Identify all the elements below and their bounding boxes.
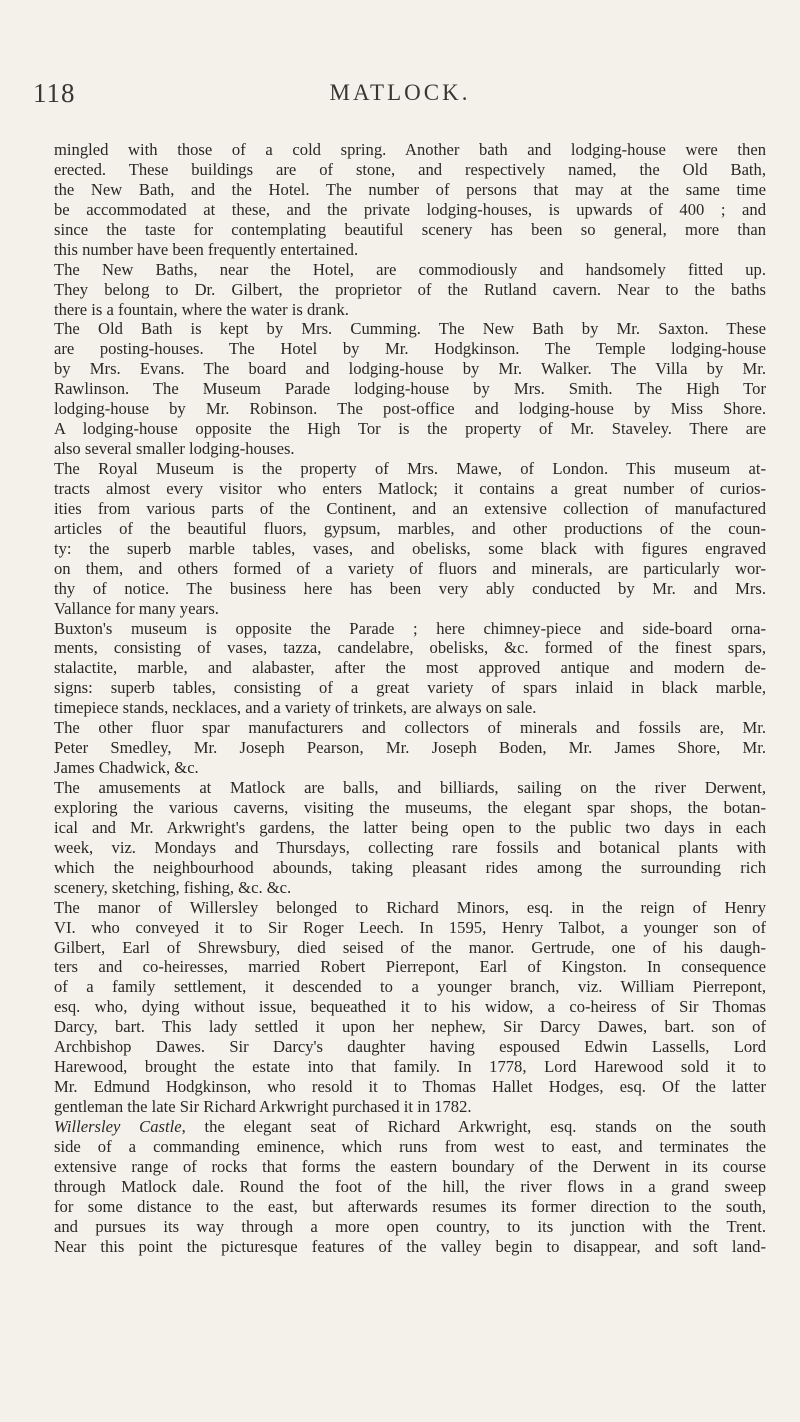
text-line: Darcy, bart. This lady settled it upon her nephew, Sir Darcy Dawes, bart. son of xyxy=(54,1017,766,1037)
text-line: there is a fountain, where the water is drank. xyxy=(54,299,349,319)
text-line: Archbishop Dawes. Sir Darcy's daughter having espoused Edwin Lassells, Lord xyxy=(54,1037,766,1057)
text-line: James Chadwick, &c. xyxy=(54,758,199,778)
text-line: scenery, sketching, fishing, &c. &c. xyxy=(54,877,292,897)
text-line: stalactite, marble, and alabaster, after the most approved antique and modern de- xyxy=(54,658,766,678)
text-line: The Old Bath is kept by Mrs. Cumming. The New Bath by Mr. Saxton. These xyxy=(54,319,766,339)
text-line: on them, and others formed of a variety of fluors and minerals, are particularly wor- xyxy=(54,558,766,578)
text-line: through Matlock dale. Round the foot of the hill, the river flows in a grand sweep xyxy=(54,1176,766,1196)
text-line: this number have been frequently entertained. xyxy=(54,239,359,259)
text-line: mingled with those of a cold spring. Another bath and lodging-house were then xyxy=(54,140,766,159)
text-line: ments, consisting of vases, tazza, candelabre, obelisks, &c. formed of the finest spars, xyxy=(54,638,766,658)
text-line: erected. These buildings are of stone, and respectively named, the Old Bath, xyxy=(54,159,766,179)
text-line: which the neighbourhood abounds, taking pleasant rides among the surrounding rich xyxy=(54,857,766,877)
text-line: timepiece stands, necklaces, and a variety of trinkets, are always on sale. xyxy=(54,698,537,718)
body-text xyxy=(54,140,766,1257)
text-line: the New Bath, and the Hotel. The number of persons that may at the same time xyxy=(54,179,766,199)
text-line: Gilbert, Earl of Shrewsbury, died seised of the manor. Gertrude, one of his daugh- xyxy=(54,937,766,957)
text-line: Harewood, brought the estate into that family. In 1778, Lord Harewood sold it to xyxy=(54,1057,766,1077)
text-line: ical and Mr. Arkwright's gardens, the latter being open to the public two days in each xyxy=(54,817,766,837)
text-line: by Mrs. Evans. The board and lodging-house by Mr. Walker. The Villa by Mr. xyxy=(54,359,766,379)
text-line: esq. who, dying without issue, bequeathed it to his widow, a co-heiress of Sir Thomas xyxy=(54,997,766,1017)
text-line: also several smaller lodging-houses. xyxy=(54,439,295,459)
text-line: since the taste for contemplating beautiful scenery has been so general, more than xyxy=(54,219,766,239)
text-line: ters and co-heiresses, married Robert Pierrepont, Earl of Kingston. In consequence xyxy=(54,957,766,977)
text-line: Peter Smedley, Mr. Joseph Pearson, Mr. Joseph Boden, Mr. James Shore, Mr. xyxy=(54,738,766,758)
text-line: tracts almost every visitor who enters Matlock; it contains a great number of curios- xyxy=(54,478,766,498)
text-line: exploring the various caverns, visiting the museums, the elegant spar shops, the botan- xyxy=(54,797,766,817)
running-head: MATLOCK. xyxy=(329,80,471,105)
page-number: 118 xyxy=(33,78,76,108)
text-line: articles of the beautiful fluors, gypsum, marbles, and other productions of the coun- xyxy=(54,518,766,538)
text-line: They belong to Dr. Gilbert, the proprietor of the Rutland cavern. Near to the baths xyxy=(54,279,766,299)
text-line: Willersley Castle, the elegant seat of Richard Arkwright, esq. stands on the south xyxy=(54,1116,766,1136)
text-line: A lodging-house opposite the High Tor is the property of Mr. Staveley. There are xyxy=(54,419,766,439)
text-line: week, viz. Mondays and Thursdays, collecting rare fossils and botanical plants with xyxy=(54,837,766,857)
text-line: Mr. Edmund Hodgkinson, who resold it to Thomas Hallet Hodges, esq. Of the latter xyxy=(54,1077,766,1097)
text-line: The New Baths, near the Hotel, are commodiously and handsomely fitted up. xyxy=(54,259,766,279)
text-line: side of a commanding eminence, which runs from west to east, and terminates the xyxy=(54,1136,766,1156)
text-line: gentleman the late Sir Richard Arkwright purchased it in 1782. xyxy=(54,1097,472,1116)
text-line: Vallance for many years. xyxy=(54,598,219,618)
text-line: extensive range of rocks that forms the eastern boundary of the Derwent in its course xyxy=(54,1156,766,1176)
text-line: Rawlinson. The Museum Parade lodging-house by Mrs. Smith. The High Tor xyxy=(54,379,766,399)
text-line: ities from various parts of the Continent, and an extensive collection of manufactured xyxy=(54,498,766,518)
text-line: The amusements at Matlock are balls, and billiards, sailing on the river Derwent, xyxy=(54,778,766,797)
text-line: are posting-houses. The Hotel by Mr. Hodgkinson. The Temple lodging-house xyxy=(54,339,766,359)
text-line: for some distance to the east, but afterwards resumes its former direction to the south, xyxy=(54,1196,766,1216)
text-line: The other fluor spar manufacturers and collectors of minerals and fossils are, Mr. xyxy=(54,718,766,738)
text-line: lodging-house by Mr. Robinson. The post-office and lodging-house by Miss Shore. xyxy=(54,399,766,419)
text-line: and pursues its way through a more open country, to its junction with the Trent. xyxy=(54,1216,766,1236)
text-line: The Royal Museum is the property of Mrs. Mawe, of London. This museum at- xyxy=(54,459,766,478)
text-line: ty: the superb marble tables, vases, and obelisks, some black with figures engraved xyxy=(54,538,766,558)
text-line: of a family settlement, it descended to a younger branch, viz. William Pierrepont, xyxy=(54,977,766,997)
text-line: VI. who conveyed it to Sir Roger Leech. In 1595, Henry Talbot, a younger son of xyxy=(54,917,766,937)
text-line: thy of notice. The business here has been very ably conducted by Mr. and Mrs. xyxy=(54,578,766,598)
text-line: The manor of Willersley belonged to Richard Minors, esq. in the reign of Henry xyxy=(54,897,766,917)
text-line: Near this point the picturesque features of the valley begin to disappear, and soft land- xyxy=(54,1236,766,1256)
text-line: be accommodated at these, and the private lodging-houses, is upwards of 400 ; and xyxy=(54,199,766,219)
text-line: Buxton's museum is opposite the Parade ; here chimney-piece and side-board orna- xyxy=(54,618,766,638)
page-header xyxy=(0,78,800,118)
text-line: signs: superb tables, consisting of a great variety of spars inlaid in black marble, xyxy=(54,678,766,698)
